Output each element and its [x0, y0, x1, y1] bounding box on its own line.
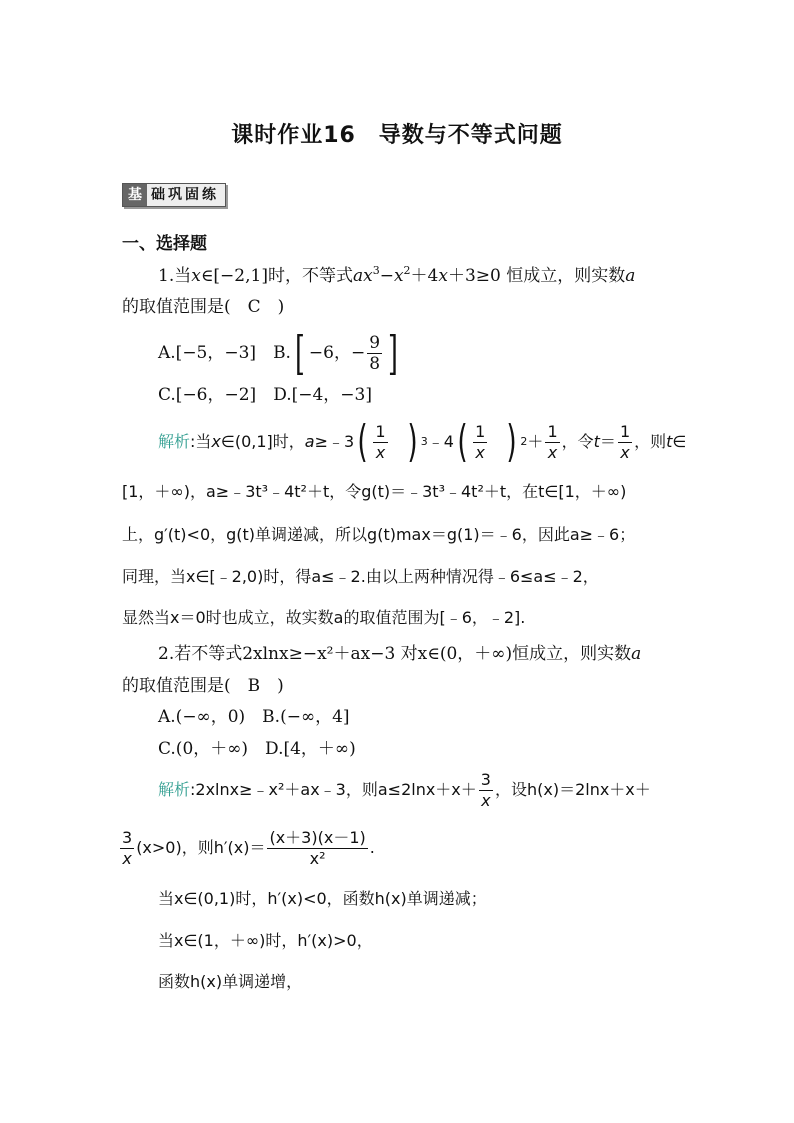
q2-solution-line5: 函数h(x)单调递增， — [158, 972, 303, 991]
section-badge — [122, 183, 226, 207]
fraction: $\frac{3}{x}$ — [480, 769, 491, 810]
left-bracket: [ — [295, 326, 305, 380]
var-x: x — [393, 266, 404, 286]
q1-line1: 1.当x∈[−2,1]时，不等式$ax^3-x^2+4x+3\ge 0$ 恒成立，则实数a — [158, 264, 636, 286]
q1-solution-line3: 上，g′(t)<0，g(t)单调递减，所以g(t)max＝g(1)＝﹣6，因此a≥﹣6； — [122, 525, 636, 544]
var-a: a — [625, 266, 636, 286]
q1-text: ∈[−2,1]时，不等式 — [200, 266, 353, 286]
fraction: $\frac{1}{x}$ — [547, 421, 558, 462]
option-text: C.[−6，−2] D.[−4，−3] — [158, 385, 373, 405]
q2-options-cd: C.(0，＋∞) D.[4，＋∞) — [158, 739, 356, 759]
page-title: 课时作业16 导数与不等式问题 — [231, 123, 563, 148]
q2-text: 2.若不等式2xlnx≥−x²＋ax−3 对x∈(0，＋∞)恒成立，则实数 — [158, 644, 632, 664]
q2-line2: 的取值范围是( B ) — [122, 676, 284, 696]
fraction: $\frac{9}{8}$ — [369, 332, 381, 374]
solution-label: 解析 — [158, 432, 191, 451]
badge-label: 础巩固练 — [151, 187, 219, 203]
q1-options-ab — [158, 326, 402, 380]
q1-text: − — [379, 266, 394, 286]
q1-line2 — [122, 296, 284, 318]
solution-label: 解析 — [158, 780, 191, 799]
var-a: a — [352, 266, 364, 286]
var-x: x — [438, 266, 448, 286]
option-text: A.[−5，−3] B. — [158, 343, 291, 363]
q2-solution-line3: 当x∈(0,1)时，h′(x)<0，函数h(x)单调递减； — [158, 889, 487, 908]
q2-line1 — [158, 643, 641, 665]
fraction: $\frac{(x+3)(x-1)}{\text{x²}}$ — [269, 827, 366, 868]
option-text: −6，− — [308, 343, 366, 363]
q1-options-cd — [158, 384, 372, 406]
q1-text: 的取值范围是( C ) — [122, 297, 285, 317]
fraction: $\frac{3}{x}$ — [122, 827, 133, 868]
fraction: $\frac{1}{x}$ — [619, 421, 631, 462]
badge-first-char: 基 — [123, 184, 147, 206]
fraction: $\frac{1}{x}$ — [375, 421, 386, 462]
q2-solution-line2: $\frac{3}{x}$ (x>0)，则h′(x)＝ $\frac{(x+3)(x-1)}{\text{x²}}$ . — [122, 827, 375, 868]
q1-text: 1.当 — [158, 266, 192, 286]
q2-solution-line1: 解析 :2xlnx≥﹣x²＋ax﹣3，则a≤2lnx＋x＋ $\frac{3}{x}$ ，设h(x)＝2lnx＋x＋ — [158, 769, 651, 810]
q1-text: ＋3≥0 恒成立，则实数 — [447, 266, 626, 286]
section-heading: 一、选择题 — [122, 234, 207, 254]
q1-solution-line2: [1，＋∞)，a≥﹣3t³﹣4t²＋t，令g(t)＝﹣3t³﹣4t²＋t，在t∈[1，＋∞) — [122, 482, 627, 501]
fraction: $\frac{1}{x}$ — [475, 421, 486, 462]
q1-solution-line5: 显然当x＝0时也成立，故实数a的取值范围为[﹣6，﹣2]. — [122, 608, 526, 627]
var-x: x — [191, 266, 201, 286]
q2-options-ab: A.(−∞，0) B.(−∞，4] — [158, 707, 350, 727]
left-paren: ( — [357, 416, 368, 467]
q1-text: ＋4 — [410, 266, 439, 286]
q1-solution-line4: 同理，当x∈[﹣2,0)时，得a≤﹣2.由以上两种情况得﹣6≤a≤﹣2， — [122, 567, 599, 586]
right-bracket: ] — [388, 326, 398, 380]
right-paren: ) — [406, 416, 418, 467]
var-a: a — [631, 644, 642, 664]
q1-solution-line1: 解析 :当 x ∈(0,1]时， a ≥﹣3 ( $\frac{1}{x}$ ) 3 ﹣4 ( $\frac{1}{x}$ ) 2 ＋ $\frac{1}{x}$ ，令 t ＝ $\frac{1}{x}$ ，则 t ∈ — [158, 416, 687, 467]
var-x: x — [363, 266, 373, 286]
q2-solution-line4: 当x∈(1，＋∞)时，h′(x)>0， — [158, 931, 373, 950]
